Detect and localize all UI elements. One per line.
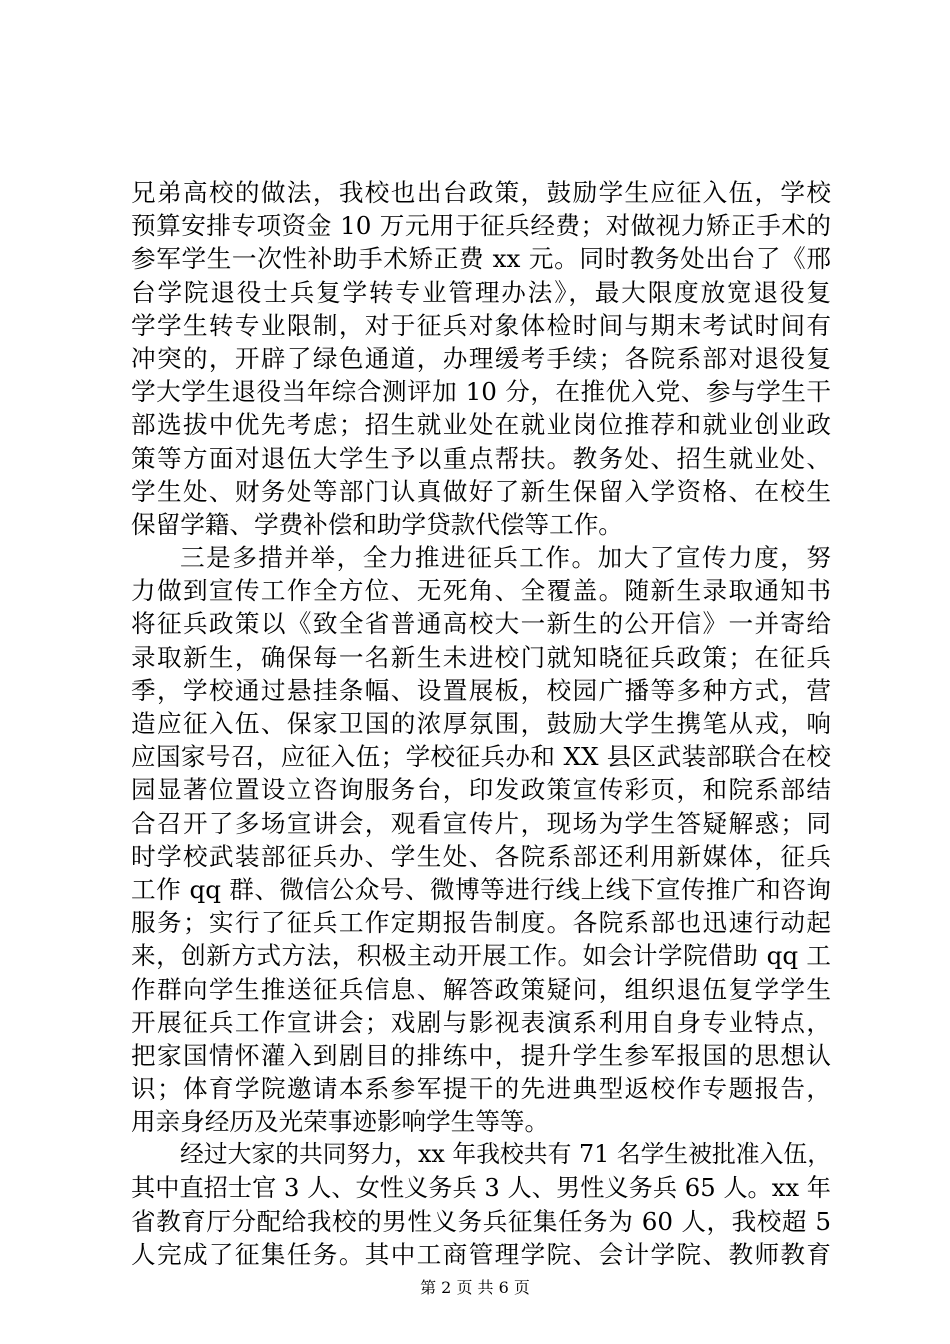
text-line: 录取新生，确保每一名新生未进校门就知晓征兵政策；在征兵 [131,642,831,672]
text-line: 学大学生退役当年综合测评加 10 分，在推优入党、参与学生干 [131,377,831,407]
body-text [131,176,831,1271]
text-line: 合召开了多场宣讲会，观看宣传片，现场为学生答疑解惑；同 [131,808,831,838]
text-line: 识；体育学院邀请本系参军提干的先进典型返校作专题报告， [131,1074,831,1104]
text-line: 园显著位置设立咨询服务台，印发政策宣传彩页，和院系部结 [131,775,831,805]
text-line: 季，学校通过悬挂条幅、设置展板，校园广播等多种方式，营 [131,675,831,705]
text-line: 力做到宣传工作全方位、无死角、全覆盖。随新生录取通知书 [131,576,831,606]
text-line: 学生处、财务处等部门认真做好了新生保留入学资格、在校生 [131,476,831,506]
text-line: 保留学籍、学费补偿和助学贷款代偿等工作。 [131,509,623,539]
text-line: 冲突的，开辟了绿色通道，办理缓考手续；各院系部对退役复 [131,343,831,373]
text-line: 预算安排专项资金 10 万元用于征兵经费；对做视力矫正手术的 [131,211,831,241]
text-line: 兄弟高校的做法，我校也出台政策，鼓励学生应征入伍，学校 [131,178,831,207]
text-line: 人完成了征集任务。其中工商管理学院、会计学院、教师教育 [131,1240,831,1269]
text-line: 用亲身经历及光荣事迹影响学生等等。 [131,1107,550,1137]
text-line: 三是多措并举，全力推进征兵工作。加大了宣传力度，努 [180,543,831,573]
text-line: 把家国情怀灌入到剧目的排练中，提升学生参军报国的思想认 [131,1040,831,1070]
text-line: 学学生转专业限制，对于征兵对象体检时间与期末考试时间有 [131,310,831,340]
text-line: 其中直招士官 3 人、女性义务兵 3 人、男性义务兵 65 人。xx 年 [131,1173,831,1202]
text-line: 台学院退役士兵复学转专业管理办法》，最大限度放宽退役复 [131,277,831,307]
text-line: 将征兵政策以《致全省普通高校大一新生的公开信》一并寄给 [131,609,831,639]
text-line: 工作 qq 群、微信公众号、微博等进行线上线下宣传推广和咨询 [131,874,831,904]
text-line: 部选拔中优先考虑；招生就业处在就业岗位推荐和就业创业政 [131,410,831,440]
text-line: 时学校武装部征兵办、学生处、各院系部还利用新媒体，征兵 [131,841,831,871]
text-line: 经过大家的共同努力，xx 年我校共有 71 名学生被批准入伍， [180,1140,831,1169]
text-line: 参军学生一次性补助手术矫正费 xx 元。同时教务处出台了《邢 [131,244,831,274]
text-line: 应国家号召，应征入伍；学校征兵办和 XX 县区武装部联合在校 [131,742,831,772]
text-line: 策等方面对退伍大学生予以重点帮扶。教务处、招生就业处、 [131,443,831,473]
text-line: 造应征入伍、保家卫国的浓厚氛围，鼓励大学生携笔从戎，响 [131,709,831,738]
text-line: 省教育厅分配给我校的男性义务兵征集任务为 60 人，我校超 5 [131,1206,831,1236]
text-line: 来，创新方式方法，积极主动开展工作。如会计学院借助 qq 工 [131,941,831,971]
text-line: 服务；实行了征兵工作定期报告制度。各院系部也迅速行动起 [131,908,831,938]
page-footer: 第 2 页 共 6 页 [420,1278,530,1297]
text-line: 作群向学生推送征兵信息、解答政策疑问，组织退伍复学学生 [131,974,831,1004]
text-line: 开展征兵工作宣讲会；戏剧与影视表演系利用自身专业特点， [131,1007,831,1037]
